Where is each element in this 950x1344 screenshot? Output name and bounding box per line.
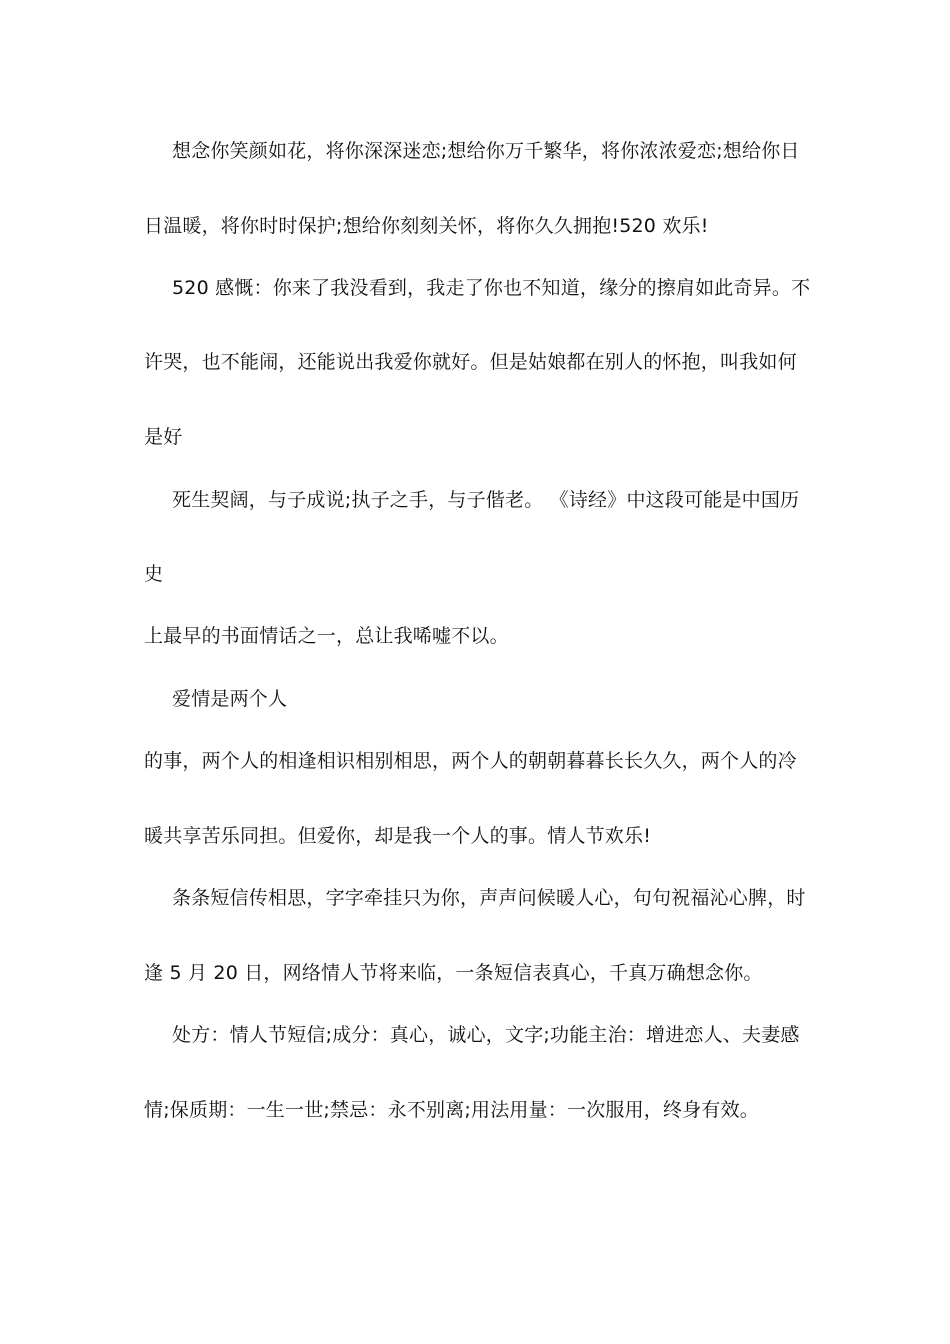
text-line: 是好 bbox=[144, 426, 183, 448]
text-line: 史 bbox=[144, 563, 164, 585]
text-line: 死生契阔，与子成说;执子之手，与子偕老。 《诗经》中这段可能是中国历 bbox=[172, 489, 800, 511]
text-line: 日温暖，将你时时保护;想给你刻刻关怀，将你久久拥抱!520 欢乐! bbox=[144, 215, 709, 237]
text-line: 暖共享苦乐同担。但爱你，却是我一个人的事。情人节欢乐! bbox=[144, 825, 652, 847]
text-line: 处方：情人节短信;成分：真心，诚心，文字;功能主治：增进恋人、夫妻感 bbox=[172, 1024, 800, 1046]
text-line: 许哭，也不能闹，还能说出我爱你就好。但是姑娘都在别人的怀抱，叫我如何 bbox=[144, 351, 797, 373]
text-line: 的事，两个人的相逢相识相别相思，两个人的朝朝暮暮长长久久，两个人的冷 bbox=[144, 750, 797, 772]
text-line: 逢 5 月 20 日，网络情人节将来临，一条短信表真心，千真万确想念你。 bbox=[144, 962, 763, 984]
text-line: 条条短信传相思，字字牵挂只为你，声声问候暖人心，句句祝福沁心脾，时 bbox=[172, 887, 806, 909]
text-line: 上最早的书面情话之一，总让我唏嘘不以。 bbox=[144, 625, 509, 647]
text-line: 想念你笑颜如花，将你深深迷恋;想给你万千繁华，将你浓浓爱恋;想给你日 bbox=[172, 140, 800, 162]
text-line: 爱情是两个人 bbox=[172, 688, 288, 710]
text-line: 情;保质期：一生一世;禁忌：永不别离;用法用量：一次服用，终身有效。 bbox=[144, 1099, 760, 1121]
text-line: 520 感慨：你来了我没看到，我走了你也不知道，缘分的擦肩如此奇异。不 bbox=[172, 277, 811, 299]
